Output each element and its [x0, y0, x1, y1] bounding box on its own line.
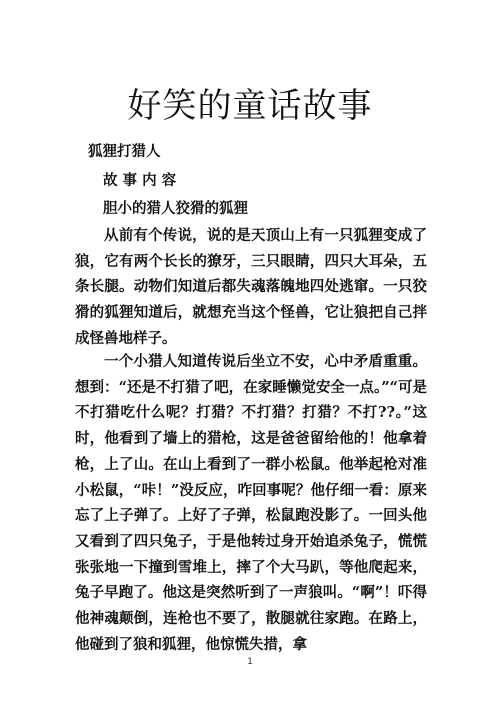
story-paragraph-2: 一个小猎人知道传说后坐立不安，心中矛盾重重。想到：“还是不打猎了吧，在家睡懒觉安全一点。”“可是不打猎吃什么呢？打猎？不打猎？打猎？不打??。”这时，他看到了墙上的猎枪，这是爸爸留给他的！他拿着枪，上了山。在山上看到了一群小松鼠。他举起枪对准小松鼠，“咔！”没反应，咋回事呢？他仔细一看：原来忘了上子弹了。上好了子弹，松鼠跑没影了。一回头他又看到了四只兔子，于是他转过身开始追杀兔子，慌慌张张地一下撞到雪堆上，摔了个大马趴，等他爬起来，兔子早跑了。他这是突然听到了一声狼叫。“啊”！吓得他神魂颠倒，连枪也不要了，散腿就往家跑。在路上，他碰到了狼和狐狸，他惊慌失措，拿: [75, 353, 427, 653]
page-number: 1: [247, 657, 253, 667]
story-paragraph-1: 从前有个传说，说的是天顶山上有一只狐狸变成了狼，它有两个长长的獠牙，三只眼睛，四只大耳朵，五条长腿。动物们知道后都失魂落魄地四处逃窜。一只狡猾的狐狸知道后，就想充当这个怪兽，它让狼把自己拌成怪兽地样子。: [75, 227, 427, 347]
document-title: 好笑的童话故事: [127, 86, 373, 126]
story-subtitle: 胆小的猎人狡猾的狐狸: [103, 200, 248, 217]
content-heading: 故 事 内 容: [103, 172, 177, 189]
story-title: 狐狸打猎人: [88, 143, 161, 160]
